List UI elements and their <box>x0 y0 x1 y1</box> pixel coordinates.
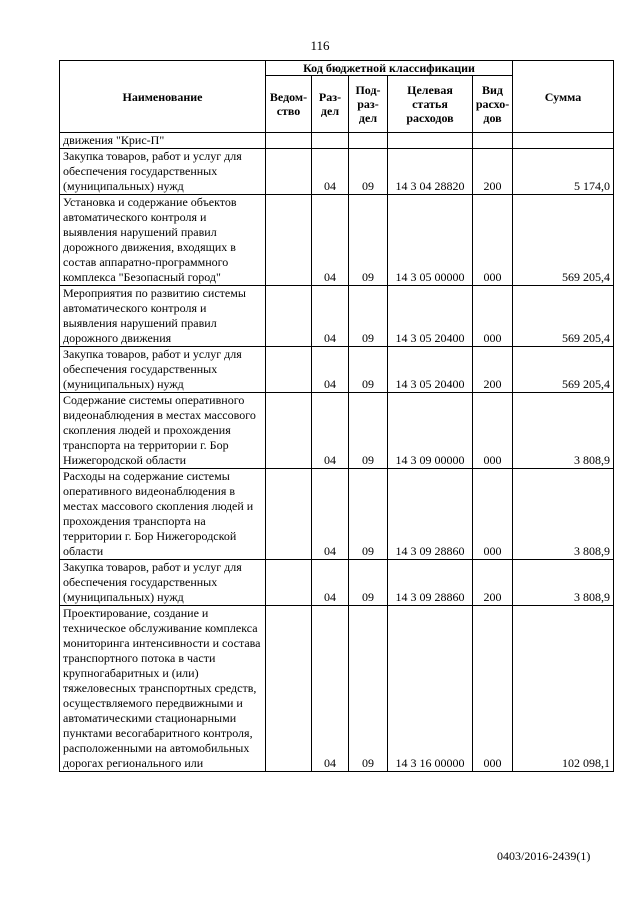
row-statya: 14 3 09 28860 <box>388 560 473 606</box>
row-name: Закупка товаров, работ и услуг для обеспечения государственных (муниципальных) нужд <box>60 347 266 393</box>
row-razdel: 04 <box>312 286 349 347</box>
row-summa: 102 098,1 <box>513 606 614 772</box>
row-vid: 000 <box>473 606 513 772</box>
row-ved <box>266 606 312 772</box>
row-statya: 14 3 16 00000 <box>388 606 473 772</box>
row-razdel: 04 <box>312 347 349 393</box>
row-summa: 569 205,4 <box>513 195 614 286</box>
row-vid <box>473 133 513 149</box>
row-name: Закупка товаров, работ и услуг для обеспечения государственных (муниципальных) нужд <box>60 149 266 195</box>
row-razdel: 04 <box>312 560 349 606</box>
page-number: 116 <box>310 38 330 53</box>
header-razdel: Раз-дел <box>312 76 349 133</box>
row-statya: 14 3 09 28860 <box>388 469 473 560</box>
row-statya: 14 3 05 20400 <box>388 286 473 347</box>
table-row <box>60 195 614 286</box>
row-summa: 569 205,4 <box>513 286 614 347</box>
header-vedomstvo: Ведом-ство <box>266 76 312 133</box>
header-group: Код бюджетной классификации <box>266 61 513 76</box>
row-ved <box>266 286 312 347</box>
document-code: 0403/2016-2439(1) <box>497 849 591 863</box>
table-body <box>60 133 614 772</box>
row-statya: 14 3 04 28820 <box>388 149 473 195</box>
table-row <box>60 606 614 772</box>
row-razdel: 04 <box>312 393 349 469</box>
row-podrazdel: 09 <box>349 606 388 772</box>
row-name: Проектирование, создание и техническое обслуживание комплекса мониторинга интенсивности и состава транспортного потока в части крупногабаритных и (или) тяжеловесных транспортных средств, осуществляемого передвижными и автоматическими стационарными пунктами весогабаритного контроля, расположенными на автомобильных дорогах регионального или <box>60 606 266 772</box>
row-podrazdel: 09 <box>349 149 388 195</box>
header-name: Наименование <box>60 61 266 133</box>
header-vid: Вид расхо-дов <box>473 76 513 133</box>
row-podrazdel <box>349 133 388 149</box>
table-row <box>60 560 614 606</box>
row-razdel: 04 <box>312 149 349 195</box>
row-podrazdel: 09 <box>349 347 388 393</box>
table-row <box>60 347 614 393</box>
table-row <box>60 149 614 195</box>
table-row <box>60 469 614 560</box>
table-row <box>60 393 614 469</box>
table-row <box>60 133 614 149</box>
row-ved <box>266 347 312 393</box>
row-statya <box>388 133 473 149</box>
row-podrazdel: 09 <box>349 393 388 469</box>
row-ved <box>266 560 312 606</box>
budget-table <box>59 60 614 772</box>
row-podrazdel: 09 <box>349 195 388 286</box>
row-vid: 000 <box>473 195 513 286</box>
row-name: движения "Крис-П" <box>60 133 266 149</box>
row-ved <box>266 393 312 469</box>
row-statya: 14 3 05 20400 <box>388 347 473 393</box>
row-name: Содержание системы оперативного видеонаблюдения в местах массового скопления людей и прохождения транспорта на территории г. Бор Нижегородской области <box>60 393 266 469</box>
row-ved <box>266 149 312 195</box>
row-ved <box>266 133 312 149</box>
row-statya: 14 3 09 00000 <box>388 393 473 469</box>
row-summa <box>513 133 614 149</box>
row-vid: 000 <box>473 469 513 560</box>
header-summa: Сумма <box>513 61 614 133</box>
row-summa: 5 174,0 <box>513 149 614 195</box>
row-razdel <box>312 133 349 149</box>
table-row <box>60 286 614 347</box>
row-name: Мероприятия по развитию системы автоматического контроля и выявления нарушений правил дорожного движения <box>60 286 266 347</box>
row-summa: 3 808,9 <box>513 393 614 469</box>
row-name: Закупка товаров, работ и услуг для обеспечения государственных (муниципальных) нужд <box>60 560 266 606</box>
row-statya: 14 3 05 00000 <box>388 195 473 286</box>
row-vid: 200 <box>473 149 513 195</box>
row-razdel: 04 <box>312 195 349 286</box>
row-podrazdel: 09 <box>349 469 388 560</box>
row-ved <box>266 469 312 560</box>
row-name: Установка и содержание объектов автоматического контроля и выявления нарушений правил дорожного движения, входящих в состав аппаратно-программного комплекса "Безопасный город" <box>60 195 266 286</box>
header-tselevaya: Целевая статья расходов <box>388 76 473 133</box>
row-vid: 200 <box>473 347 513 393</box>
header-podrazdel: Под-раз-дел <box>349 76 388 133</box>
row-summa: 569 205,4 <box>513 347 614 393</box>
row-summa: 3 808,9 <box>513 560 614 606</box>
table-header <box>60 61 614 133</box>
row-razdel: 04 <box>312 606 349 772</box>
row-name: Расходы на содержание системы оперативного видеонаблюдения в местах массового скопления людей и прохождения транспорта на территории г. Бор Нижегородской области <box>60 469 266 560</box>
row-ved <box>266 195 312 286</box>
row-vid: 000 <box>473 286 513 347</box>
row-vid: 000 <box>473 393 513 469</box>
row-summa: 3 808,9 <box>513 469 614 560</box>
row-razdel: 04 <box>312 469 349 560</box>
row-podrazdel: 09 <box>349 560 388 606</box>
row-podrazdel: 09 <box>349 286 388 347</box>
row-vid: 200 <box>473 560 513 606</box>
